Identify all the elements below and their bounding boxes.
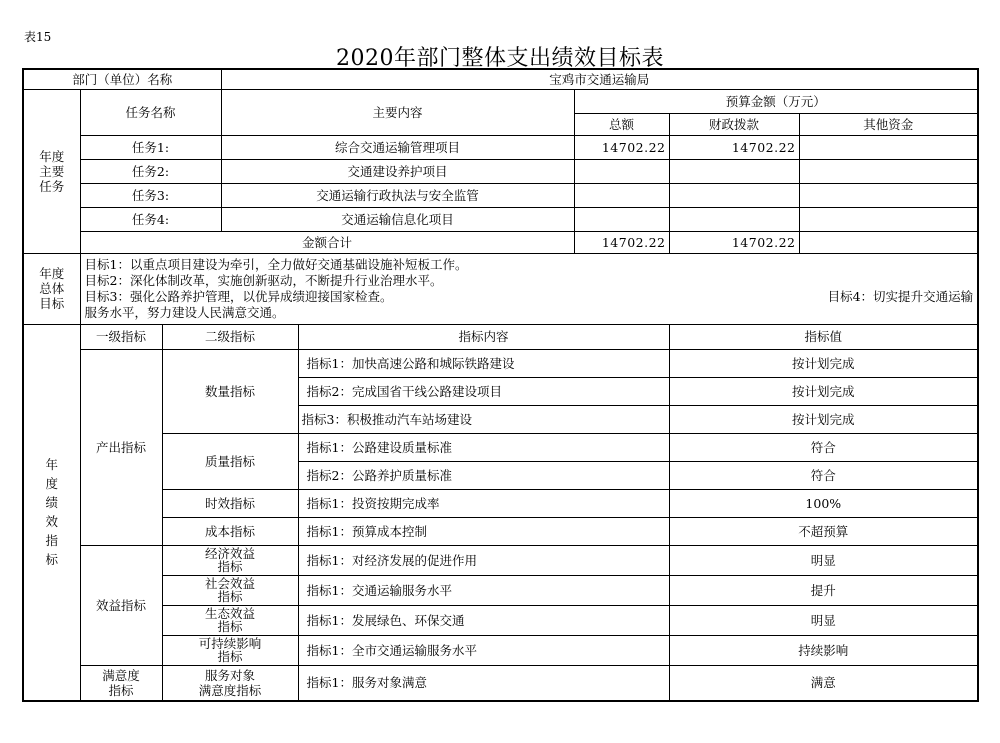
task-row [23,135,978,159]
goal-line: 目标4：切实提升交通运输 [827,288,974,304]
task-content: 交通运输信息化项目 [221,207,574,231]
fiscal-appropriation-header: 财政拨款 [669,113,799,135]
indicator-content: 指标1：投资按期完成率 [298,489,669,517]
indicator-content: 指标1：全市交通运输服务水平 [298,635,669,665]
task-other [799,207,978,231]
task-other [799,183,978,207]
task-fiscal [669,183,799,207]
task-other [799,135,978,159]
task-name-header: 任务名称 [80,89,221,135]
indicator-row [23,635,978,665]
sum-fiscal: 14702.22 [669,231,799,253]
indicator-content: 指标3：积极推动汽车站场建设 [298,405,669,433]
unit-name-label: 部门（单位）名称 [23,69,221,89]
other-funds-header: 其他资金 [799,113,978,135]
table-number-label: 表15 [24,30,52,44]
indicator-content: 指标1：加快高速公路和城际铁路建设 [298,349,669,377]
goal-line: 目标2：深化体制改革，实施创新驱动，不断提升行业治理水平。 [84,272,443,288]
performance-goals-table [22,68,979,702]
goal-line: 目标3：强化公路养护管理，以优异成绩迎接国家检查。 [84,288,393,304]
amount-total-label: 金额合计 [80,231,574,253]
task-row [23,159,978,183]
indicator-content: 指标1：发展绿色、环保交通 [298,605,669,635]
task-name: 任务3: [80,183,221,207]
indicator-content: 指标1：对经济发展的促进作用 [298,545,669,575]
goal-line: 服务水平，努力建设人民满意交通。 [84,304,285,320]
indicator-value: 100% [669,489,978,517]
indicator-row [23,665,978,701]
overall-goals-text [80,253,978,324]
social-benefit-label: 社会效益 指标 [162,575,298,605]
economic-benefit-label: 经济效益 指标 [162,545,298,575]
task-content: 综合交通运输管理项目 [221,135,574,159]
task-total [574,159,669,183]
sustainable-impact-label: 可持续影响 指标 [162,635,298,665]
goal-line: 目标1：以重点项目建设为牵引，全力做好交通基础设施补短板工作。 [84,256,468,272]
indicator-content: 指标1：预算成本控制 [298,517,669,545]
indicator-content: 指标1：服务对象满意 [298,665,669,701]
task-content: 交通建设养护项目 [221,159,574,183]
total-amount-header: 总额 [574,113,669,135]
service-target-satisfaction-label: 服务对象 满意度指标 [162,665,298,701]
indicator-value: 满意 [669,665,978,701]
indicator-value: 按计划完成 [669,349,978,377]
main-content-header: 主要内容 [221,89,574,135]
task-content: 交通运输行政执法与安全监管 [221,183,574,207]
task-row [23,207,978,231]
unit-row [23,69,978,89]
sum-other [799,231,978,253]
indicator-content: 指标2：完成国省干线公路建设项目 [298,377,669,405]
output-indicator-label: 产出指标 [80,349,162,545]
indicator-row [23,433,978,461]
indicator-value: 明显 [669,545,978,575]
indicator-row [23,349,978,377]
sum-total: 14702.22 [574,231,669,253]
quality-indicator-label: 质量指标 [162,433,298,489]
indicator-row [23,545,978,575]
indicator-value: 符合 [669,461,978,489]
indicator-value: 提升 [669,575,978,605]
indicator-content: 指标2：公路养护质量标准 [298,461,669,489]
indicator-value: 符合 [669,433,978,461]
task-name: 任务1: [80,135,221,159]
benefit-indicator-label: 效益指标 [80,545,162,665]
indicator-content: 指标1：交通运输服务水平 [298,575,669,605]
indicator-row [23,605,978,635]
indicator-value: 明显 [669,605,978,635]
indicator-row [23,517,978,545]
satisfaction-indicator-label: 满意度 指标 [80,665,162,701]
task-fiscal: 14702.22 [669,135,799,159]
level2-indicator-header: 二级指标 [162,324,298,349]
indicator-value: 不超预算 [669,517,978,545]
indicator-row [23,489,978,517]
quantity-indicator-label: 数量指标 [162,349,298,433]
task-header-row [23,89,978,113]
unit-name-value: 宝鸡市交通运输局 [221,69,978,89]
timeliness-indicator-label: 时效指标 [162,489,298,517]
task-total [574,207,669,231]
task-name: 任务2: [80,159,221,183]
task-row [23,183,978,207]
task-sum-row [23,231,978,253]
indicator-content-header: 指标内容 [298,324,669,349]
task-total [574,183,669,207]
overall-goals-section-label: 年度 总体 目标 [23,253,80,324]
task-total: 14702.22 [574,135,669,159]
indicator-row [23,575,978,605]
indicator-header-row [23,324,978,349]
task-name: 任务4: [80,207,221,231]
indicator-content: 指标1：公路建设质量标准 [298,433,669,461]
overall-goals-row [23,253,978,324]
annual-performance-indicators-label: 年 度 绩 效 指 标 [23,324,80,701]
task-fiscal [669,207,799,231]
task-other [799,159,978,183]
cost-indicator-label: 成本指标 [162,517,298,545]
budget-amount-header: 预算金额（万元） [574,89,978,113]
indicator-value: 按计划完成 [669,405,978,433]
indicator-value: 持续影响 [669,635,978,665]
task-fiscal [669,159,799,183]
indicator-value: 按计划完成 [669,377,978,405]
page-title: 2020年部门整体支出绩效目标表 [336,46,664,71]
ecological-benefit-label: 生态效益 指标 [162,605,298,635]
indicator-value-header: 指标值 [669,324,978,349]
level1-indicator-header: 一级指标 [80,324,162,349]
annual-tasks-section-label: 年度 主要 任务 [23,89,80,253]
